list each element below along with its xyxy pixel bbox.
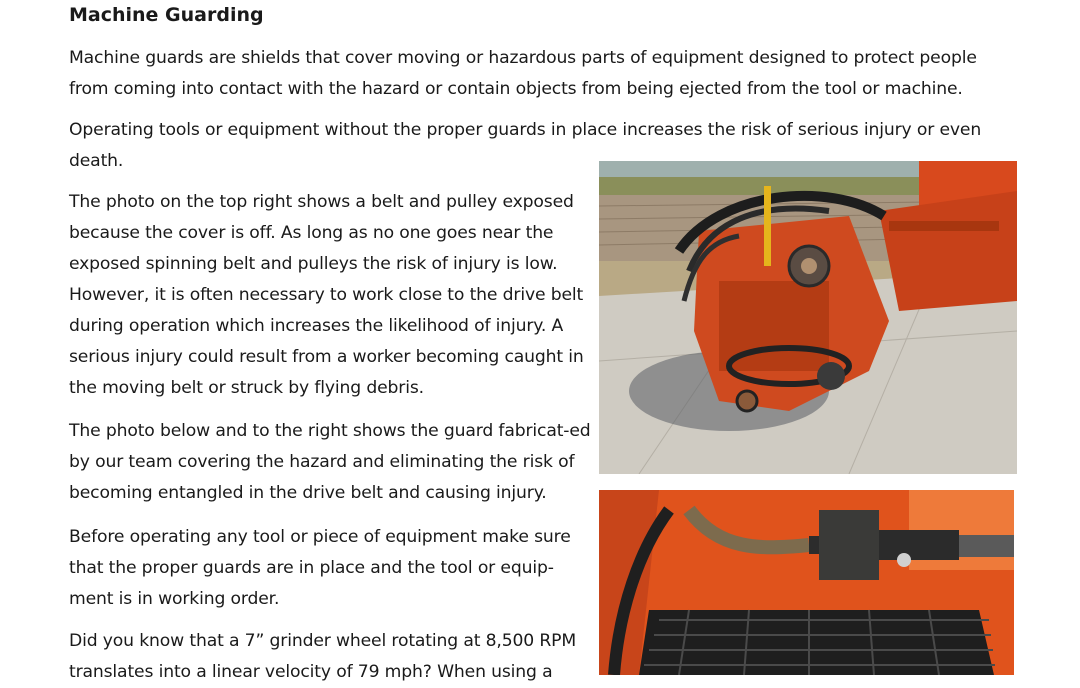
exposed-belt-photo: [599, 161, 1017, 474]
paragraph-before-operating: Before operating any tool or piece of equipment make sure that the proper guards are in place and the tool or equip-ment is in working order.: [69, 527, 571, 609]
paragraph-top-photo: The photo on the top right shows a belt and pulley exposed because the cover is off. As long as no one goes near the exposed spinning belt and pulleys the risk of injury is low. However, it is often necessary to work close to the drive belt during operation which increases the likelihood of injury. A serious injury could result from a worker becoming caught in the moving belt or struck by flying debris.: [69, 192, 584, 398]
guarded-belt-photo: [599, 490, 1014, 675]
paragraph-risk: Operating tools or equipment without the proper guards in place increases the risk of serious injury or even death.: [69, 120, 982, 171]
page-title: Machine Guarding: [69, 4, 264, 26]
paragraph-intro: Machine guards are shields that cover moving or hazardous parts of equipment designed to protect people from coming into contact with the hazard or contain objects from being ejected from the tool or machine.: [69, 48, 977, 99]
machine-guarded-belt-photo-icon: [599, 490, 1014, 675]
machine-exposed-belt-photo-icon: [599, 161, 1017, 474]
paragraph-bottom-photo: The photo below and to the right shows the guard fabricat-ed by our team covering the hazard and eliminating the risk of becoming entangled in the drive belt and causing injury.: [69, 421, 591, 503]
paragraph-grinder-fact: Did you know that a 7” grinder wheel rotating at 8,500 RPM translates into a linear velocity of 79 mph? When using a: [69, 631, 577, 682]
